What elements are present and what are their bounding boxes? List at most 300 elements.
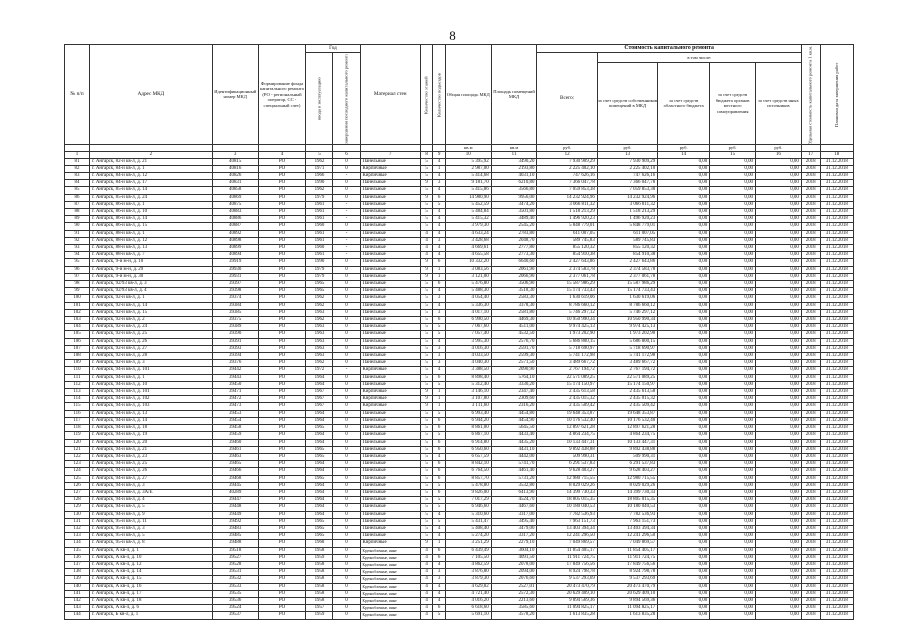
cell-address: г. Ангарск, 94-й кв-л, д. 101 xyxy=(89,367,212,374)
cell-cost-local: 0,00 xyxy=(710,180,756,187)
cell-unit-cost: 2018 xyxy=(801,425,820,432)
cell-total-area: 7 057,40 xyxy=(445,331,491,338)
cell-entrances: 4 xyxy=(433,302,445,309)
cell-cost-other: 0,00 xyxy=(755,252,801,259)
cell-year-last-repair: 0 xyxy=(333,331,360,338)
cell-fund-type: РО xyxy=(258,223,306,230)
column-number: 11 xyxy=(491,151,537,158)
cell-mkd-id: 39442 xyxy=(212,367,258,374)
cell-planned-date: 31.12.2018 xyxy=(820,583,853,590)
cell-cost-owners: 1 496 920,23 xyxy=(597,216,657,223)
cell-row-number: 105 xyxy=(65,331,90,338)
cell-premises-area: 2545,20 xyxy=(491,223,537,230)
cell-fund-type: РО xyxy=(258,425,306,432)
cell-address: г. Ангарск, 95-й кв-л, д. 5 xyxy=(89,533,212,540)
cell-mkd-id: 39389 xyxy=(212,324,258,331)
cell-total-area: 4 040,30 xyxy=(445,360,491,367)
header-floors: Количество этажей xyxy=(420,45,432,145)
cell-year-last-repair: 0 xyxy=(333,180,360,187)
cell-year-commission: 1963 xyxy=(306,353,333,360)
cell-wall-material: Крупноблочные, иные xyxy=(360,612,420,619)
cell-planned-date: 31.12.2018 xyxy=(820,518,853,525)
column-number: 17 xyxy=(801,151,820,158)
cell-cost-other: 0,00 xyxy=(755,172,801,179)
cell-address: г. Ангарск, 94-й кв-л, д. 21 xyxy=(89,446,212,453)
cell-premises-area: 5764,10 xyxy=(491,374,537,381)
cell-cost-owners: 10 176 532,40 xyxy=(597,417,657,424)
cell-year-last-repair: 0 xyxy=(333,425,360,432)
cell-premises-area: 4031,10 xyxy=(491,172,537,179)
cell-cost-local: 0,00 xyxy=(710,172,756,179)
cell-unit-cost: 2018 xyxy=(801,489,820,496)
cell-cost-total: 589 745,83 xyxy=(537,237,597,244)
cell-entrances: 6 xyxy=(433,489,445,496)
cell-cost-local: 0,00 xyxy=(710,389,756,396)
cell-cost-regional: 0,00 xyxy=(658,223,710,230)
cell-floors: 5 xyxy=(420,201,432,208)
column-number: 15 xyxy=(710,151,756,158)
cell-year-commission: 1963 xyxy=(306,345,333,352)
unit-rub-regional: руб. xyxy=(658,144,710,151)
cell-cost-other: 0,00 xyxy=(755,180,801,187)
cell-row-number: 123 xyxy=(65,461,90,468)
cell-cost-regional: 0,00 xyxy=(658,461,710,468)
cell-floors: 5 xyxy=(420,410,432,417)
cell-entrances: 3 xyxy=(433,309,445,316)
cell-address: г. Ангарск, 92-й кв-л, д. 15 xyxy=(89,309,212,316)
cell-entrances: 6 xyxy=(433,475,445,482)
cell-cost-regional: 0,00 xyxy=(658,605,710,612)
header-id: Идентификационный номер МКД xyxy=(212,45,258,145)
cell-cost-regional: 0,00 xyxy=(658,432,710,439)
cell-cost-owners: 2 767 194,72 xyxy=(597,367,657,374)
cell-year-commission: 1964 xyxy=(306,468,333,475)
cell-planned-date: 31.12.2018 xyxy=(820,381,853,388)
cell-row-number: 84 xyxy=(65,180,90,187)
cell-total-area: 5 395,92 xyxy=(445,158,491,165)
header-premises-area: Площадь помещений МКД xyxy=(491,45,537,145)
cell-total-area: 3 083,56 xyxy=(445,266,491,273)
cell-unit-cost: 2018 xyxy=(801,518,820,525)
cell-mkd-id: 40894 xyxy=(212,252,258,259)
cell-mkd-id: 40886 xyxy=(212,216,258,223)
cell-cost-other: 0,00 xyxy=(755,237,801,244)
cell-cost-other: 0,00 xyxy=(755,489,801,496)
cell-address: г. Ангарск, 94-й кв-л, д. 23 xyxy=(89,453,212,460)
cell-floors: 5 xyxy=(420,432,432,439)
cell-floors: 4 xyxy=(420,237,432,244)
cell-wall-material: Крупноблочные, иные xyxy=(360,569,420,576)
cell-unit-cost: 2018 xyxy=(801,482,820,489)
cell-planned-date: 31.12.2018 xyxy=(820,245,853,252)
cell-cost-regional: 0,00 xyxy=(658,158,710,165)
cell-mkd-id: 39524 xyxy=(212,605,258,612)
cell-mkd-id: 39465 xyxy=(212,461,258,468)
cell-cost-total: 15 174 150,97 xyxy=(537,381,597,388)
column-number: 7 xyxy=(360,151,420,158)
cell-cost-other: 0,00 xyxy=(755,561,801,568)
cell-address: г. Ангарск, 94-й кв-л, д. 25 xyxy=(89,461,212,468)
cell-address: г. Ангарск, 94-й кв-л, д. 14 xyxy=(89,417,212,424)
cell-mkd-id: 39536 xyxy=(212,597,258,604)
cell-wall-material: Панельные xyxy=(360,266,420,273)
cell-year-last-repair: 0 xyxy=(333,475,360,482)
header-unit-cost: Удельная стоимость капитального ремонта 1 кв.м. xyxy=(801,45,820,145)
cell-entrances: 6 xyxy=(433,194,445,201)
cell-year-commission: 1964 xyxy=(306,497,333,504)
table-row xyxy=(65,468,854,475)
cell-mkd-id: 39390 xyxy=(212,331,258,338)
cell-cost-owners: 5 686 800,15 xyxy=(597,338,657,345)
cell-cost-other: 0,00 xyxy=(755,533,801,540)
cell-cost-owners: 9 628 403,27 xyxy=(597,468,657,475)
cell-year-last-repair: 0 xyxy=(333,432,360,439)
cell-fund-type: РО xyxy=(258,561,306,568)
cell-wall-material: Панельные xyxy=(360,482,420,489)
cell-wall-material: Панельные xyxy=(360,295,420,302)
cell-cost-other: 0,00 xyxy=(755,403,801,410)
cell-year-last-repair: 0 xyxy=(333,561,360,568)
cell-cost-total: 1 630 619,06 xyxy=(537,295,597,302)
cell-cost-regional: 0,00 xyxy=(658,331,710,338)
cell-fund-type: РО xyxy=(258,554,306,561)
cell-premises-area: 2572,30 xyxy=(491,590,537,597)
cell-cost-owners: 8 786 660,12 xyxy=(597,302,657,309)
cell-fund-type: РО xyxy=(258,273,306,280)
cell-year-commission: 1964 xyxy=(306,489,333,496)
cell-cost-owners: 2 377 061,78 xyxy=(597,273,657,280)
table-row xyxy=(65,230,854,237)
header-year-commission: ввода в эксплуатацию xyxy=(306,53,333,145)
cell-cost-regional: 0,00 xyxy=(658,288,710,295)
table-row xyxy=(65,590,854,597)
cell-cost-other: 0,00 xyxy=(755,504,801,511)
cell-cost-local: 0,00 xyxy=(710,432,756,439)
cell-address: г. Ангарск, 92-й кв-л, д. 28 xyxy=(89,353,212,360)
header-local: за счет средств бюджета органов местного самоуправления xyxy=(710,62,756,144)
cell-address: г. Ангарск, 92-й кв-л, д. 25 xyxy=(89,331,212,338)
cell-cost-local: 0,00 xyxy=(710,533,756,540)
cell-cost-owners: 2 427 643,86 xyxy=(597,259,657,266)
cell-fund-type: РО xyxy=(258,201,306,208)
cell-year-commission: 1958 xyxy=(306,569,333,576)
cell-cost-regional: 0,00 xyxy=(658,554,710,561)
cell-cost-regional: 0,00 xyxy=(658,518,710,525)
cell-cost-regional: 0,00 xyxy=(658,266,710,273)
cell-cost-other: 0,00 xyxy=(755,345,801,352)
cell-unit-cost: 2018 xyxy=(801,302,820,309)
cell-mkd-id: 40887 xyxy=(212,223,258,230)
cell-cost-other: 0,00 xyxy=(755,547,801,554)
cell-mkd-id: 39518 xyxy=(212,547,258,554)
cell-address: г. Ангарск, 94-й кв-л, д. 10 xyxy=(89,381,212,388)
cell-fund-type: РО xyxy=(258,324,306,331)
column-number: 1 xyxy=(65,151,90,158)
cell-wall-material: Панельные xyxy=(360,446,420,453)
cell-year-commission: 1958 xyxy=(306,547,333,554)
cell-cost-owners: 2 435 015,32 xyxy=(597,396,657,403)
table-row xyxy=(65,273,854,280)
cell-entrances: 4 xyxy=(433,453,445,460)
cell-cost-other: 0,00 xyxy=(755,381,801,388)
cell-cost-local: 0,00 xyxy=(710,216,756,223)
cell-unit-cost: 2018 xyxy=(801,266,820,273)
cell-unit-cost: 2018 xyxy=(801,612,820,619)
cell-cost-total: 855 120,32 xyxy=(537,245,597,252)
cell-cost-total: 747 626,16 xyxy=(537,172,597,179)
cell-total-area: 3 388,50 xyxy=(445,367,491,374)
cell-cost-total: 19 648 353,87 xyxy=(537,410,597,417)
cell-cost-regional: 0,00 xyxy=(658,360,710,367)
cell-unit-cost: 2018 xyxy=(801,180,820,187)
cell-floors: 5 xyxy=(420,525,432,532)
cell-year-commission: 1972 xyxy=(306,367,333,374)
cell-cost-regional: 0,00 xyxy=(658,569,710,576)
cell-planned-date: 31.12.2018 xyxy=(820,295,853,302)
cell-mkd-id: 40289 xyxy=(212,489,258,496)
cell-mkd-id: 40831 xyxy=(212,180,258,187)
cell-planned-date: 31.12.2018 xyxy=(820,223,853,230)
cell-mkd-id: 40892 xyxy=(212,230,258,237)
cell-cost-other: 0,00 xyxy=(755,540,801,547)
cell-cost-other: 0,00 xyxy=(755,497,801,504)
cell-year-last-repair: 0 xyxy=(333,489,360,496)
cell-wall-material: Кирпичные xyxy=(360,540,420,547)
cell-entrances: 4 xyxy=(433,187,445,194)
cell-unit-cost: 2018 xyxy=(801,547,820,554)
cell-premises-area: 2213,60 xyxy=(491,597,537,604)
cell-cost-local: 0,00 xyxy=(710,245,756,252)
cell-total-area: 3 121,00 xyxy=(445,273,491,280)
cell-cost-local: 0,00 xyxy=(710,489,756,496)
cell-entrances: 4 xyxy=(433,525,445,532)
table-row xyxy=(65,482,854,489)
cell-cost-other: 0,00 xyxy=(755,432,801,439)
cell-row-number: 131 xyxy=(65,518,90,525)
cell-cost-other: 0,00 xyxy=(755,360,801,367)
cell-unit-cost: 2018 xyxy=(801,561,820,568)
column-number: 6 xyxy=(333,151,360,158)
cell-entrances: 4 xyxy=(433,590,445,597)
cell-cost-regional: 0,00 xyxy=(658,403,710,410)
cell-unit-cost: 2018 xyxy=(801,338,820,345)
cell-total-area: 3 876,80 xyxy=(445,569,491,576)
cell-year-commission: 1958 xyxy=(306,597,333,604)
cell-cost-local: 0,00 xyxy=(710,309,756,316)
cell-year-last-repair: 0 xyxy=(333,259,360,266)
cell-cost-other: 0,00 xyxy=(755,209,801,216)
cell-address: г. Ангарск, А кв-л, д. 14 xyxy=(89,569,212,576)
cell-cost-total: 10 176 532,40 xyxy=(537,417,597,424)
cell-planned-date: 31.12.2018 xyxy=(820,439,853,446)
cell-cost-other: 0,00 xyxy=(755,511,801,518)
cell-premises-area: 4091,50 xyxy=(491,554,537,561)
table-row xyxy=(65,338,854,345)
cell-entrances: 4 xyxy=(433,230,445,237)
cell-cost-other: 0,00 xyxy=(755,583,801,590)
column-number: 9 xyxy=(433,151,445,158)
cell-cost-other: 0,00 xyxy=(755,374,801,381)
cell-floors: 5 xyxy=(420,223,432,230)
cell-year-last-repair: - xyxy=(333,237,360,244)
header-fund: Формирование фонда капитального ремонта (РО - региональный оператор, СС - специальный счет) xyxy=(258,45,306,145)
cell-mkd-id: 40883 xyxy=(212,209,258,216)
cell-premises-area: 3317,00 xyxy=(491,511,537,518)
cell-cost-other: 0,00 xyxy=(755,518,801,525)
cell-premises-area: 2309,60 xyxy=(491,396,537,403)
cell-cost-local: 0,00 xyxy=(710,187,756,194)
cell-cost-owners: 3 066 811,32 xyxy=(597,201,657,208)
cell-wall-material: Крупноблочные, иные xyxy=(360,605,420,612)
cell-year-commission: 1967 xyxy=(306,396,333,403)
cell-cost-local: 0,00 xyxy=(710,446,756,453)
header-total-area: Общая площадь МКД xyxy=(445,45,491,145)
cell-cost-other: 0,00 xyxy=(755,216,801,223)
cell-wall-material: Панельные xyxy=(360,497,420,504)
cell-total-area: 5 415,86 xyxy=(445,187,491,194)
cell-floors: 9 xyxy=(420,266,432,273)
cell-entrances: 1 xyxy=(433,273,445,280)
cell-planned-date: 31.12.2018 xyxy=(820,605,853,612)
cell-row-number: 140 xyxy=(65,583,90,590)
cell-cost-other: 0,00 xyxy=(755,576,801,583)
cell-wall-material: Панельные xyxy=(360,230,420,237)
cell-cost-regional: 0,00 xyxy=(658,453,710,460)
cell-entrances: 1 xyxy=(433,396,445,403)
cell-premises-area: 2527,01 xyxy=(491,583,537,590)
cell-unit-cost: 2018 xyxy=(801,389,820,396)
cell-row-number: 81 xyxy=(65,158,90,165)
cell-cost-other: 0,00 xyxy=(755,461,801,468)
table-row xyxy=(65,367,854,374)
cell-wall-material: Панельные xyxy=(360,180,420,187)
cell-unit-cost: 2018 xyxy=(801,504,820,511)
cell-cost-regional: 0,00 xyxy=(658,302,710,309)
cell-year-last-repair: 0 xyxy=(333,295,360,302)
table-row xyxy=(65,331,854,338)
cell-address: г. Ангарск, А кв-л, д. 15 xyxy=(89,576,212,583)
cell-cost-regional: 0,00 xyxy=(658,295,710,302)
cell-fund-type: РО xyxy=(258,597,306,604)
cell-wall-material: Панельные xyxy=(360,309,420,316)
unit-rub-other: руб. xyxy=(755,144,801,151)
cell-cost-other: 0,00 xyxy=(755,331,801,338)
cell-cost-other: 0,00 xyxy=(755,446,801,453)
cell-year-last-repair: 0 xyxy=(333,439,360,446)
cell-wall-material: Панельные xyxy=(360,324,420,331)
cell-mkd-id: 39453 xyxy=(212,410,258,417)
cell-planned-date: 31.12.2018 xyxy=(820,353,853,360)
cell-fund-type: РО xyxy=(258,317,306,324)
cell-entrances: 1 xyxy=(433,403,445,410)
cell-entrances: 4 xyxy=(433,338,445,345)
cell-cost-total: 22 571 089,25 xyxy=(537,374,597,381)
cell-unit-cost: 2018 xyxy=(801,281,820,288)
cell-wall-material: Кирпичные xyxy=(360,367,420,374)
cell-year-last-repair: 0 xyxy=(333,446,360,453)
cell-year-last-repair: 0 xyxy=(333,612,360,619)
table-row xyxy=(65,165,854,172)
cell-entrances: 1 xyxy=(433,165,445,172)
cell-row-number: 139 xyxy=(65,576,90,583)
cell-row-number: 115 xyxy=(65,403,90,410)
cell-wall-material: Панельные xyxy=(360,331,420,338)
cell-unit-cost: 2018 xyxy=(801,446,820,453)
cell-address: г. Ангарск, 94-й кв-л, д. 102 xyxy=(89,396,212,403)
cell-planned-date: 31.12.2018 xyxy=(820,569,853,576)
cell-row-number: 109 xyxy=(65,360,90,367)
cell-year-last-repair: 0 xyxy=(333,576,360,583)
cell-entrances: 5 xyxy=(433,331,445,338)
cell-planned-date: 31.12.2018 xyxy=(820,497,853,504)
cell-row-number: 114 xyxy=(65,396,90,403)
cell-year-commission: 1964 xyxy=(306,482,333,489)
cell-floors: 4 xyxy=(420,569,432,576)
cell-cost-regional: 0,00 xyxy=(658,237,710,244)
cell-cost-other: 0,00 xyxy=(755,266,801,273)
cell-premises-area: 2581,80 xyxy=(491,309,537,316)
cell-cost-other: 0,00 xyxy=(755,439,801,446)
cell-planned-date: 31.12.2018 xyxy=(820,547,853,554)
cell-year-commission: 1968 xyxy=(306,540,333,547)
cell-cost-other: 0,00 xyxy=(755,245,801,252)
cell-cost-local: 0,00 xyxy=(710,540,756,547)
cell-cost-total: 1 518 213,29 xyxy=(537,209,597,216)
table-row xyxy=(65,533,854,540)
cell-year-last-repair: - xyxy=(333,209,360,216)
cell-cost-other: 0,00 xyxy=(755,554,801,561)
cell-cost-owners: 1 518 213,29 xyxy=(597,209,657,216)
cell-total-area: 7 067,60 xyxy=(445,324,491,331)
cell-cost-owners: 7 049 869,57 xyxy=(597,540,657,547)
cell-address: г. Ангарск, 94-й кв-л, д. 101 xyxy=(89,389,212,396)
table-row xyxy=(65,525,854,532)
cell-mkd-id: 40858 xyxy=(212,187,258,194)
cell-cost-regional: 0,00 xyxy=(658,497,710,504)
cell-cost-regional: 0,00 xyxy=(658,381,710,388)
cell-row-number: 91 xyxy=(65,230,90,237)
cell-premises-area: 3518,30 xyxy=(491,288,537,295)
cell-planned-date: 31.12.2018 xyxy=(820,403,853,410)
cell-cost-other: 0,00 xyxy=(755,281,801,288)
cell-mkd-id: 39450 xyxy=(212,381,258,388)
cell-total-area: 4 655,58 xyxy=(445,252,491,259)
cell-floors: 5 xyxy=(420,468,432,475)
cell-cost-local: 0,00 xyxy=(710,266,756,273)
cell-address: г. Ангарск, А кв-л, д. 18 xyxy=(89,597,212,604)
cell-floors: 5 xyxy=(420,374,432,381)
cell-cost-owners: 12 241 296,50 xyxy=(597,533,657,540)
table-row xyxy=(65,245,854,252)
cell-wall-material: Панельные xyxy=(360,461,420,468)
cell-planned-date: 31.12.2018 xyxy=(820,324,853,331)
cell-cost-regional: 0,00 xyxy=(658,482,710,489)
cell-planned-date: 31.12.2018 xyxy=(820,288,853,295)
cell-year-commission: 1964 xyxy=(306,374,333,381)
cell-planned-date: 31.12.2018 xyxy=(820,396,853,403)
cell-total-area: 7 105,50 xyxy=(445,554,491,561)
cell-fund-type: РО xyxy=(258,309,306,316)
cell-planned-date: 31.12.2018 xyxy=(820,259,853,266)
cell-cost-local: 0,00 xyxy=(710,410,756,417)
cell-cost-regional: 0,00 xyxy=(658,194,710,201)
cell-premises-area: 4442,00 xyxy=(491,453,537,460)
cell-year-last-repair: 0 xyxy=(333,353,360,360)
cell-fund-type: РО xyxy=(258,194,306,201)
cell-cost-regional: 0,00 xyxy=(658,583,710,590)
table-row xyxy=(65,309,854,316)
cell-cost-local: 0,00 xyxy=(710,583,756,590)
